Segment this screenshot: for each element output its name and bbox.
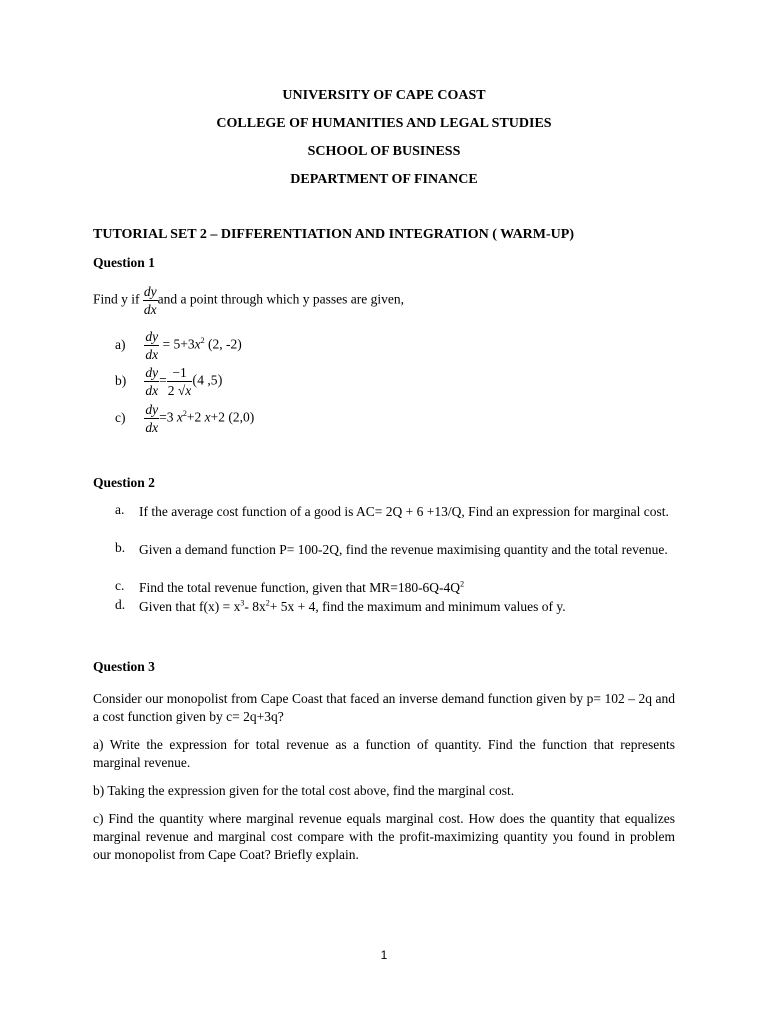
item-d-exponent-2: 2 bbox=[265, 598, 270, 608]
part-c-rhs-c: +2 (2,0) bbox=[210, 409, 255, 425]
part-a-rhs: = 5+3 bbox=[162, 336, 195, 352]
dy-dx-fraction bbox=[144, 364, 159, 399]
question-3-paragraph-2: a) Write the expression for total revenue as a function of quantity. Find the function that represents marginal revenue. bbox=[93, 737, 675, 770]
page-number: 1 bbox=[380, 948, 388, 962]
item-b-text: Given a demand function P= 100-2Q, find the revenue maximising quantity and the total revenue. bbox=[139, 542, 668, 557]
question-1-part-b bbox=[115, 364, 223, 399]
fraction-numerator: dy bbox=[143, 284, 157, 299]
part-b-marker: b) bbox=[115, 372, 127, 388]
item-d-text-mid: - 8x bbox=[244, 599, 266, 614]
part-a-marker: a) bbox=[115, 336, 126, 352]
question-3-paragraph-4: c) Find the quantity where marginal revenue equals marginal cost. How does the quantity that equalizes marginal revenue and marginal cost compare with the profit-maximizing quantity you found in problem our monopolist from Cape Coat? Briefly explain. bbox=[93, 811, 675, 862]
dy-dx-fraction bbox=[143, 283, 158, 318]
fraction-denominator: dx bbox=[145, 383, 159, 398]
part-c-var2: x bbox=[204, 409, 211, 425]
item-a-marker: a. bbox=[115, 502, 125, 517]
dy-dx-fraction bbox=[144, 328, 159, 363]
question-1-heading: Question 1 bbox=[93, 255, 155, 270]
intro-text-pre: Find y if bbox=[93, 291, 140, 307]
question-2-heading: Question 2 bbox=[93, 475, 155, 490]
denominator-var: x bbox=[185, 383, 192, 398]
intro-text-post: and a point through which y passes are given, bbox=[157, 291, 404, 307]
item-d-text-pre: Given that f(x) = x bbox=[139, 599, 241, 614]
item-c-text bbox=[139, 578, 675, 597]
question-3-heading: Question 3 bbox=[93, 659, 155, 674]
college-heading: COLLEGE OF HUMANITIES AND LEGAL STUDIES bbox=[216, 116, 552, 131]
item-c-exponent: 2 bbox=[460, 579, 465, 589]
left-paren-icon: ( bbox=[192, 372, 198, 389]
university-heading: UNIVERSITY OF CAPE COAST bbox=[282, 88, 486, 103]
right-paren-icon: ) bbox=[217, 372, 223, 389]
item-d-text-post: + 5x + 4, find the maximum and minimum values of y. bbox=[269, 599, 566, 614]
part-c-rhs-b: +2 bbox=[186, 409, 202, 425]
department-heading: DEPARTMENT OF FINANCE bbox=[290, 172, 478, 187]
dy-dx-fraction bbox=[144, 401, 159, 436]
part-b-equals: = bbox=[159, 372, 167, 388]
tutorial-title: TUTORIAL SET 2 – DIFFERENTIATION AND INTEGRATION ( WARM-UP) bbox=[93, 227, 574, 242]
question-1-part-a bbox=[115, 328, 242, 363]
part-c-var1: x bbox=[176, 409, 183, 425]
part-a-point: (2, -2) bbox=[207, 336, 242, 352]
part-a-exponent: 2 bbox=[200, 336, 205, 346]
fraction-denominator: dx bbox=[143, 302, 157, 317]
item-d-text bbox=[139, 597, 675, 616]
part-b-denominator bbox=[167, 382, 193, 399]
part-c-marker: c) bbox=[115, 409, 126, 425]
question-1-intro bbox=[93, 283, 404, 318]
fraction-numerator: dy bbox=[145, 329, 159, 344]
item-b-marker: b. bbox=[115, 540, 126, 555]
item-d-marker: d. bbox=[115, 597, 126, 612]
question-3-paragraph-1: Consider our monopolist from Cape Coast that faced an inverse demand function given by p= 102 – 2q and a cost function given by c= 2q+3q? bbox=[93, 691, 675, 724]
part-a-var: x bbox=[194, 336, 201, 352]
fraction-denominator: dx bbox=[145, 420, 159, 435]
part-b-point: 4 ,5 bbox=[197, 372, 218, 388]
item-c-marker: c. bbox=[115, 578, 125, 593]
item-a-text: If the average cost function of a good is AC= 2Q + 6 +13/Q, Find an expression for marginal cost. bbox=[139, 504, 669, 519]
part-b-fraction bbox=[167, 364, 193, 399]
sqrt-symbol: √ bbox=[177, 383, 186, 398]
item-d-exponent-1: 3 bbox=[240, 598, 245, 608]
part-c-exponent: 2 bbox=[182, 409, 187, 419]
fraction-denominator: dx bbox=[145, 347, 159, 362]
part-c-rhs-a: =3 bbox=[159, 409, 174, 425]
school-heading: SCHOOL OF BUSINESS bbox=[307, 144, 461, 159]
question-3-paragraph-3: b) Taking the expression given for the total cost above, find the marginal cost. bbox=[93, 783, 515, 798]
fraction-numerator: dy bbox=[145, 365, 159, 380]
denominator-coefficient: 2 bbox=[167, 383, 175, 398]
question-1-part-c bbox=[115, 401, 254, 436]
part-b-numerator: −1 bbox=[167, 364, 193, 382]
fraction-numerator: dy bbox=[145, 402, 159, 417]
item-c-text-main: Find the total revenue function, given that MR=180-6Q-4Q bbox=[139, 580, 461, 595]
